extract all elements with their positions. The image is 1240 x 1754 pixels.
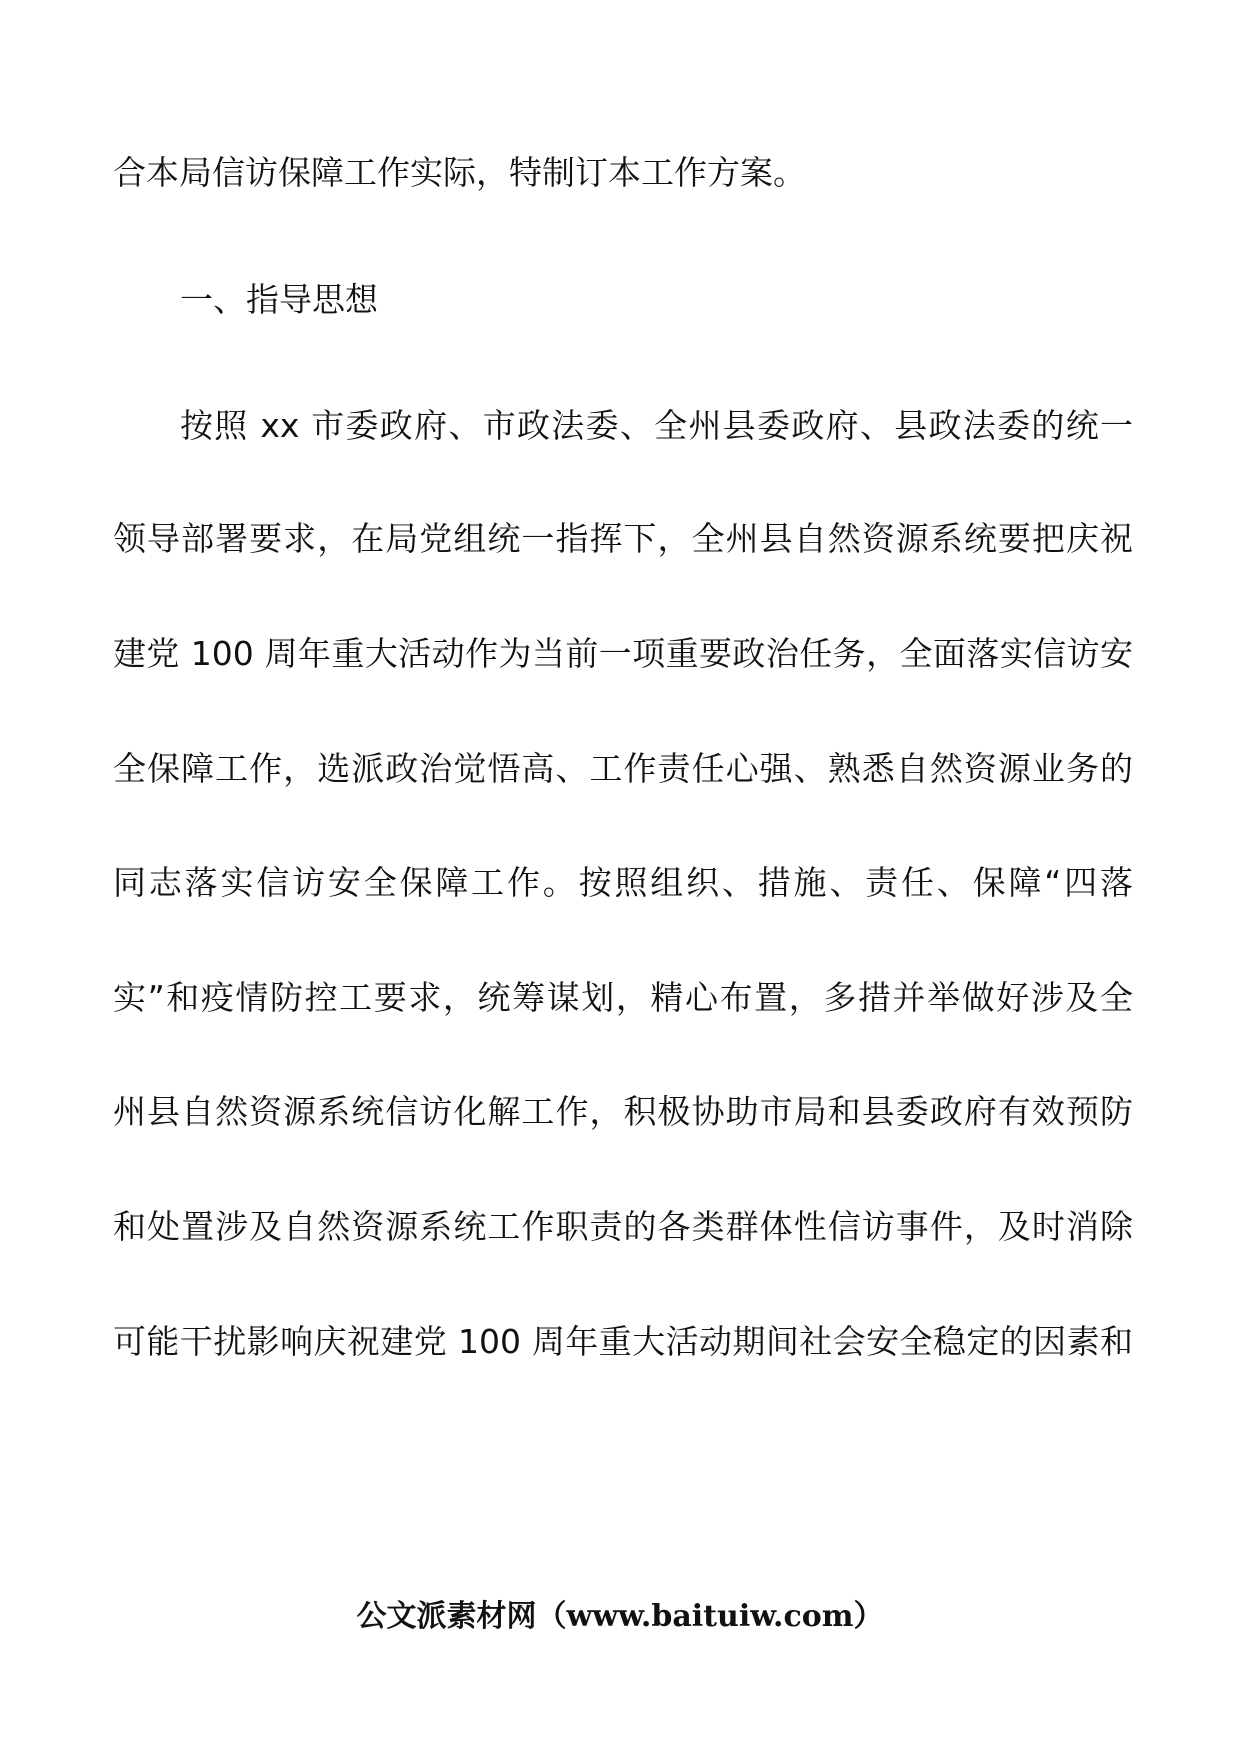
paragraph-line: 同志落实信访安全保障工作。按照组织、措施、责任、保障“四落: [113, 863, 1133, 902]
paragraph-line: 全保障工作，选派政治觉悟高、工作责任心强、熟悉自然资源业务的: [113, 749, 1133, 788]
paragraph-line: 和处置涉及自然资源系统工作职责的各类群体性信访事件，及时消除: [113, 1207, 1133, 1246]
section-heading: 一、指导思想: [180, 280, 378, 319]
paragraph-line: 州县自然资源系统信访化解工作，积极协助市局和县委政府有效预防: [113, 1092, 1133, 1131]
body-text-line: 合本局信访保障工作实际，特制订本工作方案。: [113, 153, 806, 192]
footer-watermark: 公文派素材网（www.baituiw.com）: [356, 1599, 884, 1634]
paragraph-line: 领导部署要求，在局党组统一指挥下，全州县自然资源系统要把庆祝: [113, 519, 1133, 558]
paragraph-line: 实”和疫情防控工要求，统筹谋划，精心布置，多措并举做好涉及全: [113, 978, 1133, 1017]
paragraph-line: 按照 xx 市委政府、市政法委、全州县委政府、县政法委的统一: [180, 406, 1133, 445]
paragraph-line: 可能干扰影响庆祝建党 100 周年重大活动期间社会安全稳定的因素和: [113, 1322, 1133, 1361]
paragraph-line: 建党 100 周年重大活动作为当前一项重要政治任务，全面落实信访安: [113, 634, 1133, 673]
